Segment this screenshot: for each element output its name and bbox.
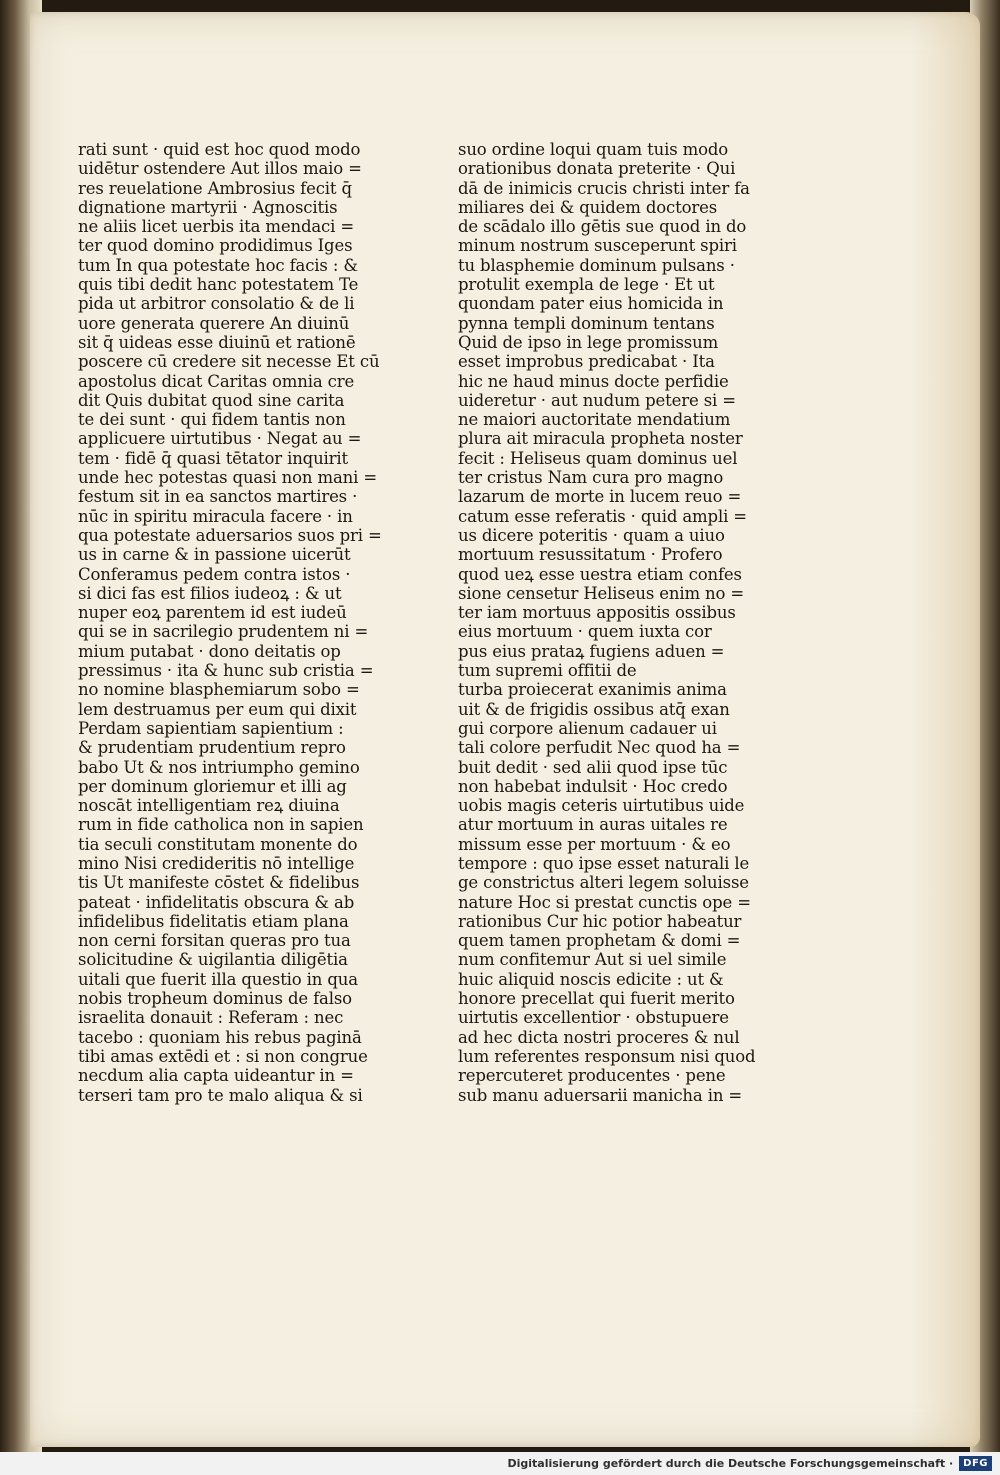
text-line: rationibus Cur hic potior habeatur bbox=[458, 911, 742, 931]
text-line: de scādalo illo gētis sue quod in do bbox=[458, 217, 747, 237]
text-line: nobis tropheum dominus de falso bbox=[78, 989, 352, 1009]
text-line: lem destruamus per eum qui dixit bbox=[78, 699, 357, 719]
text-line: sub manu aduersarii manicha in = bbox=[458, 1085, 743, 1105]
text-line: terseri tam pro te malo aliqua & si bbox=[78, 1085, 363, 1105]
text-line: per dominum gloriemur et illi ag bbox=[78, 776, 347, 796]
text-line: sione censetur Heliseus enim no = bbox=[458, 583, 745, 603]
text-line: uore generata querere An diuinū bbox=[78, 313, 350, 333]
text-line: buit dedit · sed alii quod ipse tūc bbox=[458, 757, 728, 777]
text-line: tali colore perfudit Nec quod ha = bbox=[458, 738, 741, 758]
text-line: mino Nisi credideritis nō intellige bbox=[78, 853, 355, 873]
text-line: pateat · infidelitatis obscura & ab bbox=[78, 892, 355, 912]
text-line: apostolus dicat Caritas omnia cre bbox=[78, 371, 355, 391]
text-line: qua potestate aduersarios suos pri = bbox=[78, 525, 382, 545]
text-line: hic ne haud minus docte perfidie bbox=[458, 371, 729, 391]
text-line: unde hec potestas quasi non mani = bbox=[78, 468, 378, 488]
text-line: israelita donauit : Referam : nec bbox=[78, 1008, 344, 1028]
text-line: uidētur ostendere Aut illos maio = bbox=[78, 159, 362, 179]
text-line: ter iam mortuus appositis ossibus bbox=[458, 603, 736, 623]
text-line: catum esse referatis · quid ampli = bbox=[458, 506, 747, 526]
footer-bar bbox=[0, 1452, 1000, 1475]
text-line: tum In qua potestate hoc facis : & bbox=[78, 255, 358, 275]
page-edge-stain bbox=[910, 12, 980, 1447]
text-line: dignatione martyrii · Agnoscitis bbox=[78, 197, 338, 217]
text-line: pida ut arbitror consolatio & de li bbox=[78, 294, 355, 314]
text-line: eius mortuum · quem iuxta cor bbox=[458, 622, 712, 642]
text-line: nūc in spiritu miracula facere · in bbox=[78, 506, 353, 526]
text-line: ter cristus Nam cura pro magno bbox=[458, 468, 724, 488]
text-line: tum supremi offitii de bbox=[458, 661, 637, 681]
text-line: solicitudine & uigilantia diligētia bbox=[78, 950, 348, 970]
text-line: & prudentiam prudentium repro bbox=[78, 738, 346, 758]
text-line: tu blasphemie dominum pulsans · bbox=[458, 255, 735, 275]
text-line: Perdam sapientiam sapientium : bbox=[78, 718, 344, 738]
text-line: plura ait miracula propheta noster bbox=[458, 429, 743, 449]
text-line: uitali que fuerit illa questio in qua bbox=[78, 969, 358, 989]
text-line: tia seculi constitutam monente do bbox=[78, 834, 358, 854]
text-line: tem · fidē q̄ quasi tētator inquirit bbox=[78, 448, 349, 468]
text-line: nuper eoꝝ parentem id est iudeū bbox=[78, 603, 347, 623]
text-column-right bbox=[458, 140, 756, 1105]
text-line: necdum alia capta uideantur in = bbox=[78, 1066, 354, 1086]
text-line: applicuere uirtutibus · Negat au = bbox=[78, 429, 362, 449]
text-line: uobis magis ceteris uirtutibus uide bbox=[458, 796, 745, 816]
text-line: ter quod domino prodidimus Iges bbox=[78, 236, 353, 256]
text-line: atur mortuum in auras uitales re bbox=[458, 815, 728, 835]
text-line: pynna templi dominum tentans bbox=[458, 313, 715, 333]
text-line: suo ordine loqui quam tuis modo bbox=[458, 140, 729, 159]
text-line: fecit : Heliseus quam dominus uel bbox=[458, 448, 738, 468]
text-line: res reuelatione Ambrosius fecit q̄ bbox=[78, 178, 352, 198]
text-line: repercuteret producentes · pene bbox=[458, 1066, 726, 1086]
text-line: ne maiori auctoritate mendatium bbox=[458, 410, 731, 430]
text-line: mium putabat · dono deitatis op bbox=[78, 641, 341, 661]
text-line: Quid de ipso in lege promissum bbox=[458, 332, 719, 352]
text-line: nature Hoc si prestat cunctis ope = bbox=[458, 892, 751, 912]
text-line: lum referentes responsum nisi quod bbox=[458, 1046, 756, 1066]
text-line: uirtutis excellentior · obstupuere bbox=[458, 1008, 729, 1028]
text-line: protulit exempla de lege · Et ut bbox=[458, 275, 715, 295]
text-line: turba proiecerat exanimis anima bbox=[458, 680, 727, 700]
text-line: quod ueꝝ esse uestra etiam confes bbox=[458, 564, 742, 584]
footer-credit-text: Digitalisierung gefördert durch die Deutsche Forschungsgemeinschaft · bbox=[507, 1457, 954, 1470]
text-line: non cerni forsitan queras pro tua bbox=[78, 931, 351, 951]
text-line: tis Ut manifeste cōstet & fidelibus bbox=[78, 873, 360, 893]
text-line: rati sunt · quid est hoc quod modo bbox=[78, 140, 361, 159]
text-line: missum esse per mortuum · & eo bbox=[458, 834, 731, 854]
text-line: pus eius prataꝝ fugiens aduen = bbox=[458, 641, 725, 661]
text-line: quondam pater eius homicida in bbox=[458, 294, 724, 314]
text-line: no nomine blasphemiarum sobo = bbox=[78, 680, 360, 700]
text-line: uit & de frigidis ossibus atq̄ exan bbox=[458, 699, 730, 719]
text-line: ge constrictus alteri legem soluisse bbox=[458, 873, 749, 893]
text-line: minum nostrum susceperunt spiri bbox=[458, 236, 737, 256]
text-line: rum in fide catholica non in sapien bbox=[78, 815, 364, 835]
text-line: festum sit in ea sanctos martires · bbox=[78, 487, 358, 507]
text-line: orationibus donata preterite · Qui bbox=[458, 159, 736, 179]
text-line: noscāt intelligentiam reꝝ diuina bbox=[78, 796, 340, 816]
text-line: sit q̄ uideas esse diuinū et rationē bbox=[78, 332, 356, 352]
text-line: pressimus · ita & hunc sub cristia = bbox=[78, 661, 374, 681]
text-line: honore precellat qui fuerit merito bbox=[458, 989, 735, 1009]
text-line: qui se in sacrilegio prudentem ni = bbox=[78, 622, 369, 642]
text-line: uideretur · aut nudum petere si = bbox=[458, 390, 736, 410]
text-line: num confitemur Aut si uel simile bbox=[458, 950, 727, 970]
text-line: lazarum de morte in lucem reuo = bbox=[458, 487, 742, 507]
text-line: esset improbus predicabat · Ita bbox=[458, 352, 715, 372]
text-line: us in carne & in passione uicerūt bbox=[78, 545, 351, 565]
text-line: quem tamen prophetam & domi = bbox=[458, 931, 741, 951]
text-line: si dici fas est filios iudeoꝝ : & ut bbox=[78, 583, 342, 603]
text-line: us dicere poteritis · quam a uiuo bbox=[458, 525, 725, 545]
text-line: mortuum resussitatum · Profero bbox=[458, 545, 723, 565]
text-line: ad hec dicta nostri proceres & nul bbox=[458, 1027, 740, 1047]
text-line: gui corpore alienum cadauer ui bbox=[458, 718, 717, 738]
text-line: quis tibi dedit hanc potestatem Te bbox=[78, 275, 359, 295]
text-line: infidelibus fidelitatis etiam plana bbox=[78, 911, 349, 931]
text-line: non habebat indulsit · Hoc credo bbox=[458, 776, 728, 796]
text-line: babo Ut & nos intriumpho gemino bbox=[78, 757, 360, 777]
text-line: dā de inimicis crucis christi inter fa bbox=[458, 178, 750, 198]
text-line: poscere cū credere sit necesse Et cū bbox=[78, 352, 380, 372]
text-line: tacebo : quoniam his rebus paginā bbox=[78, 1027, 362, 1047]
text-line: huic aliquid noscis edicite : ut & bbox=[458, 969, 724, 989]
text-line: miliares dei & quidem doctores bbox=[458, 197, 718, 217]
text-line: dit Quis dubitat quod sine carita bbox=[78, 390, 345, 410]
text-line: tempore : quo ipse esset naturali le bbox=[458, 853, 750, 873]
text-line: ne aliis licet uerbis ita mendaci = bbox=[78, 217, 355, 237]
text-column-left bbox=[78, 140, 382, 1105]
text-line: te dei sunt · qui fidem tantis non bbox=[78, 410, 346, 430]
dfg-logo-icon: DFG bbox=[959, 1456, 992, 1471]
text-line: tibi amas extēdi et : si non congrue bbox=[78, 1046, 368, 1066]
text-line: Conferamus pedem contra istos · bbox=[78, 564, 351, 584]
